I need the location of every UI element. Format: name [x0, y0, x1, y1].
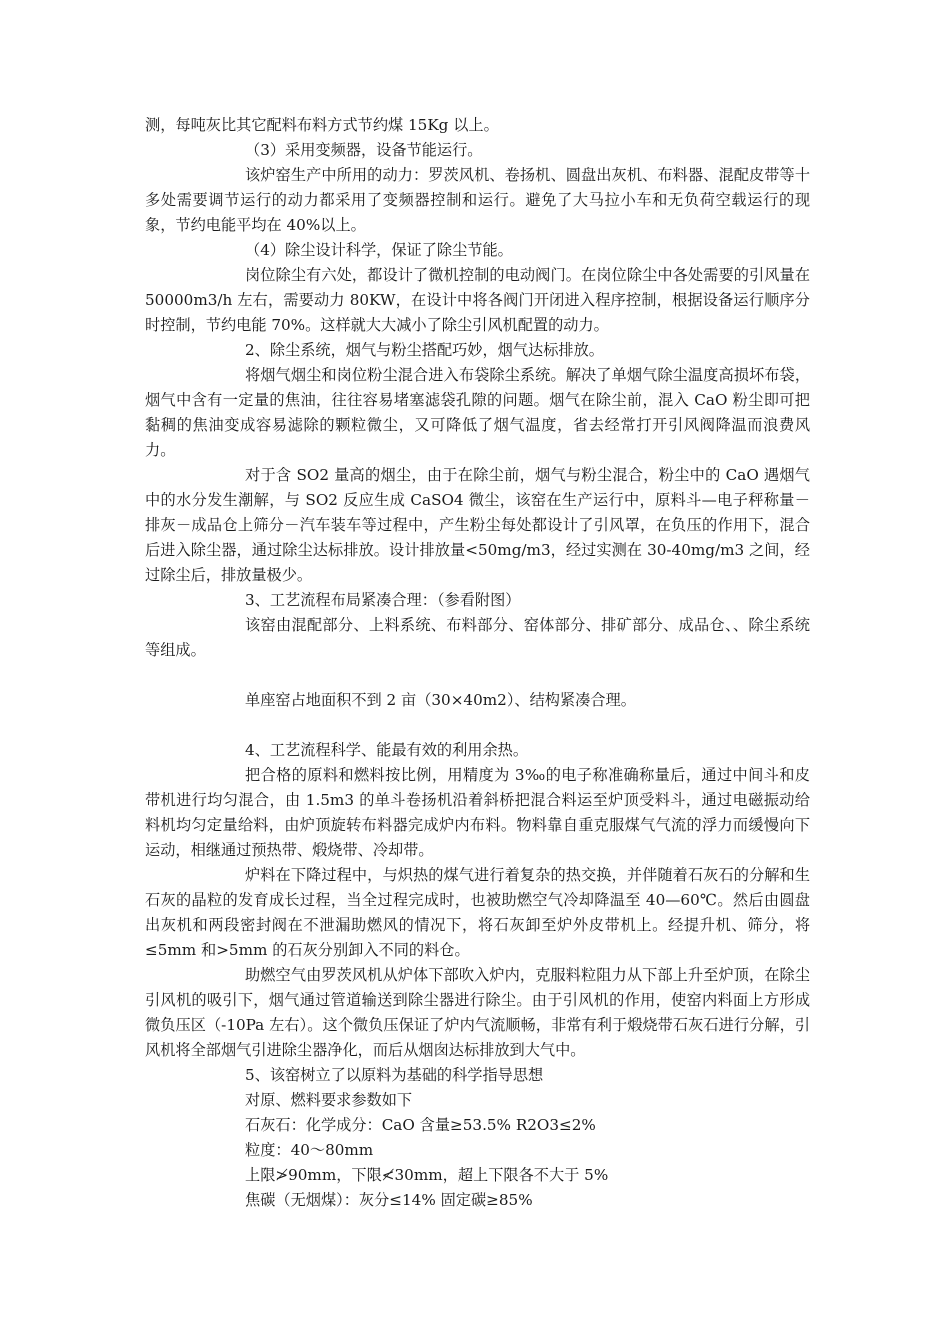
spec-line: 石灰石：化学成分：CaO 含量≥53.5% R2O3≤2% — [245, 1116, 596, 1134]
paragraph: 测，每吨灰比其它配料布料方式节约煤 15Kg 以上。 — [145, 116, 499, 134]
paragraph: 把合格的原料和燃料按比例，用精度为 3‰的电子称准确称量后，通过中间斗和皮带机进行均匀混合，由 1.5m3 的单斗卷扬机沿着斜桥把混合料运至炉顶受料斗，通过电磁振动给料机均匀定量给料，由炉顶旋转布料器完成炉内布料。物料靠自重克服煤气气流的浮力而缓慢向下运动，相继通过预热带、煅烧带、冷却带。 — [145, 766, 810, 859]
paragraph: 该窑由混配部分、上料系统、布料部分、窑体部分、排矿部分、成品仓、、除尘系统等组成。 — [145, 616, 810, 659]
section-heading: （4）除尘设计科学，保证了除尘节能。 — [245, 241, 513, 259]
spec-line: 粒度：40～80mm — [245, 1141, 374, 1159]
section-heading: 3、工艺流程布局紧凑合理：（参看附图） — [245, 591, 521, 609]
paragraph: 对于含 SO2 量高的烟尘，由于在除尘前，烟气与粉尘混合，粉尘中的 CaO 遇烟气中的水分发生潮解，与 SO2 反应生成 CaSO4 微尘，该窑在生产运行中，原料斗—电子秤称量－排灰－成品仓上筛分－汽车装车等过程中，产生粉尘每处都设计了引风罩，在负压的作用下，混合后进入除尘器，通过除尘达标排放。设计排放量<50mg/m3，经过实测在 30-40mg/m3 之间，经过除尘后，排放量极少。 — [145, 466, 810, 584]
section-heading: （3）采用变频器，设备节能运行。 — [245, 141, 483, 159]
section-heading: 5、该窑树立了以原料为基础的科学指导思想 — [245, 1066, 544, 1084]
paragraph: 岗位除尘有六处，都设计了微机控制的电动阀门。在岗位除尘中各处需要的引风量在 50000m3/h 左右，需要动力 80KW，在设计中将各阀门开闭进入程序控制，根据设备运行顺序分时控制，节约电能 70%。这样就大大减小了除尘引风机配置的动力。 — [145, 266, 810, 334]
paragraph: 对原、燃料要求参数如下 — [245, 1091, 413, 1109]
paragraph: 单座窑占地面积不到 2 亩（30×40m2）、结构紧凑合理。 — [245, 691, 636, 709]
spec-line: 焦碳（无烟煤）：灰分≤14% 固定碳≥85% — [245, 1191, 533, 1209]
document-body — [145, 113, 810, 1213]
spec-line: 上限≯90mm，下限≮30mm，超上下限各不大于 5% — [245, 1166, 609, 1184]
blank-line — [145, 663, 810, 688]
paragraph: 助燃空气由罗茨风机从炉体下部吹入炉内，克服料粒阻力从下部上升至炉顶，在除尘引风机的吸引下，烟气通过管道输送到除尘器进行除尘。由于引风机的作用，使窑内料面上方形成微负压区（-10Pa 左右）。这个微负压保证了炉内气流顺畅，非常有利于煅烧带石灰石进行分解，引风机将全部烟气引进除尘器净化，而后从烟囱达标排放到大气中。 — [145, 966, 810, 1059]
paragraph: 该炉窑生产中所用的动力：罗茨风机、卷扬机、圆盘出灰机、布料器、混配皮带等十多处需要调节运行的动力都采用了变频器控制和运行。避免了大马拉小车和无负荷空载运行的现象，节约电能平均在 40%以上。 — [145, 166, 810, 234]
section-heading: 2、除尘系统，烟气与粉尘搭配巧妙，烟气达标排放。 — [245, 341, 604, 359]
section-heading: 4、工艺流程科学、能最有效的利用余热。 — [245, 741, 529, 759]
blank-line — [145, 713, 810, 738]
paragraph: 炉料在下降过程中，与炽热的煤气进行着复杂的热交换，并伴随着石灰石的分解和生石灰的晶粒的发育成长过程，当全过程完成时，也被助燃空气冷却降温至 40—60℃。然后由圆盘出灰机和两段密封阀在不泄漏助燃风的情况下，将石灰卸至炉外皮带机上。经提升机、筛分，将≤5mm 和>5mm 的石灰分别卸入不同的料仓。 — [145, 866, 810, 959]
paragraph: 将烟气烟尘和岗位粉尘混合进入布袋除尘系统。解决了单烟气除尘温度高损坏布袋，烟气中含有一定量的焦油，往往容易堵塞滤袋孔隙的问题。烟气在除尘前，混入 CaO 粉尘即可把黏稠的焦油变成容易滤除的颗粒微尘，又可降低了烟气温度，省去经常打开引风阀降温而浪费风力。 — [145, 366, 810, 459]
